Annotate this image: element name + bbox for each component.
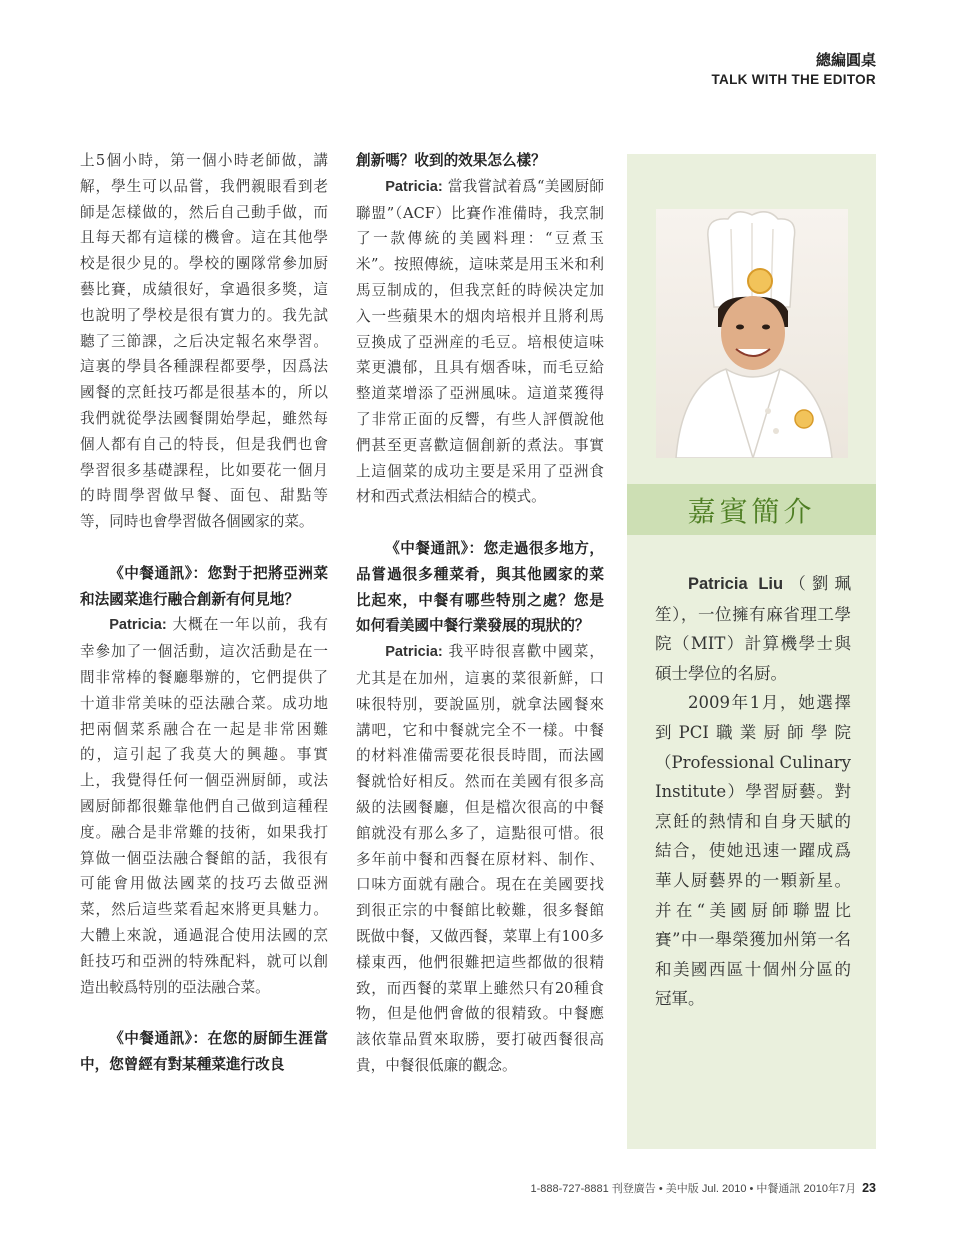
bio-paragraph-1 — [655, 569, 851, 688]
answer-fusion-text: 大概在一年以前，我有幸參加了一個活動，這次活動是在一間非常棒的餐廳舉辦的，它們提供了十道非常美味的亞法融合菜。成功地把兩個菜系融合在一起是非常困難的，這引起了我莫大的興趣。事實上，我覺得任何一個亞洲厨師，或法國厨師都很難靠他們自己做到這種程度。融合是非常難的技術，如果我打算做一個亞法融合餐館的話，我很有可能會用做法國菜的技巧去做亞洲菜，然后這些菜看起來將更具魅力。大體上來說，通過混合使用法國的烹飪技巧和亞洲的特殊配料，就可以創造出較爲特別的亞法融合菜。 — [80, 616, 328, 996]
profile-title: 嘉賓簡介 — [687, 494, 816, 528]
profile-title-band — [627, 484, 876, 535]
section-title-zh: 總編圓桌 — [815, 51, 876, 69]
answer-innovation — [356, 174, 604, 510]
answer-innovation-text: 當我嘗試着爲“美國厨師聯盟”（ACF）比賽作准備時，我烹制了一款傳統的美國料理：“豆煮玉米”。按照傳統，這味菜是用玉米和利馬豆制成的，但我烹飪的時候决定加入一些蘋果木的烟肉培根并且將利馬豆換成了亞洲産的毛豆。培根使這味菜更濃郁，且具有烟香味，而毛豆給整道菜增添了亞洲風味。這道菜獲得了非常正面的反響，有些人評價說他們甚至更喜歡這個創新的煮法。事實上這個菜的成功主要是采用了亞洲食材和西式煮法相結合的模式。 — [356, 177, 605, 506]
speaker-label: Patricia: — [385, 178, 443, 195]
question-fusion: 《中餐通訊》：您對于把將亞洲菜和法國菜進行融合創新有何見地？ — [80, 564, 328, 608]
answer-fusion — [80, 612, 328, 1000]
page-footer — [530, 1180, 876, 1196]
profile-bio — [655, 569, 851, 1014]
page-number: 23 — [862, 1181, 876, 1195]
speaker-label: Patricia: — [385, 644, 443, 661]
answer-chinese-food — [356, 639, 604, 1079]
footer-info: 1-888-727-8881 刊登廣告 • 美中版 Jul. 2010 • 中餐通訊 2010年7月 — [530, 1183, 857, 1195]
question-innovation: 《中餐通訊》：在您的厨師生涯當中，您曾經有對某種菜進行改良 — [80, 1030, 328, 1073]
chef-portrait-photo — [656, 209, 848, 458]
article-column-2 — [356, 148, 604, 1079]
answer-chinese-food-text: 我平時很喜歡中國菜，尤其是在加州，這裏的菜很新鮮，口味很特別，要說區別，就拿法國餐來講吧，它和中餐就完全不一樣。中餐的材料准備需要花很長時間，而法國餐就恰好相反。然而在美國有很多高級的法國餐廳，但是檔次很高的中餐館就没有那么多了，這點很可惜。很多年前中餐和西餐在原材料、制作、口味方面就有融合。現在在美國要找到很正宗的中餐館比較難，很多餐館既做中餐，又做西餐，菜單上有100多樣東西，他們很難把這些都做的很精致，而西餐的菜單上雖然只有20種食物，但是他們會做的很精致。中餐應該依靠品質來取勝，要打破西餐很高貴，中餐很低廉的觀念。 — [356, 643, 604, 1074]
paragraph-intro: 上5個小時，第一個小時老師做，講解，學生可以品嘗，我們親眼看到老師是怎樣做的，然后自己動手做，而且每天都有這樣的機會。這在其他學校是很少見的。學校的團隊常參加厨藝比賽，成績很好，拿過很多獎，這也說明了學校是很有實力的。我先試聽了三節課，之后决定報名來學習。這裏的學員各種課程都要學，因爲法國餐的烹飪技巧都是很基本的，所以我們就從學法國餐開始學起，雖然每個人都有自己的特長，但是我們也會學習很多基礎課程，比如要花一個月的時間學習做早餐、面包、甜點等等，同時也會學習做各個國家的菜。 — [80, 152, 328, 531]
bio-paragraph-2: 2009年1月，她選擇到PCI職業厨師學院（Professional Culinary Institute）學習厨藝。對烹飪的熱情和自身天賦的結合，使她迅速一躍成爲華人厨藝界的一顆新星。并在“美國厨師聯盟比賽”中一舉榮獲加州第一名和美國西區十個州分區的冠軍。 — [655, 693, 851, 1009]
speaker-label: Patricia: — [109, 617, 167, 634]
question-chinese-food: 《中餐通訊》：您走過很多地方，品嘗過很多種菜肴，與其他國家的菜比起來，中餐有哪些特別之處？您是如何看美國中餐行業發展的現狀的？ — [356, 539, 604, 635]
question-innovation-cont: 創新嗎？收到的效果怎么樣？ — [356, 152, 546, 169]
bio-paragraph-1-text: （劉珮笙），一位擁有麻省理工學院（MIT）計算機學士與碩士學位的名厨。 — [655, 574, 852, 683]
section-title-en: TALK WITH THE EDITOR — [711, 72, 876, 87]
section-header — [712, 50, 877, 90]
guest-profile-sidebar — [627, 154, 876, 1149]
article-column-1 — [80, 148, 328, 1078]
guest-name: Patricia Liu — [688, 575, 784, 593]
